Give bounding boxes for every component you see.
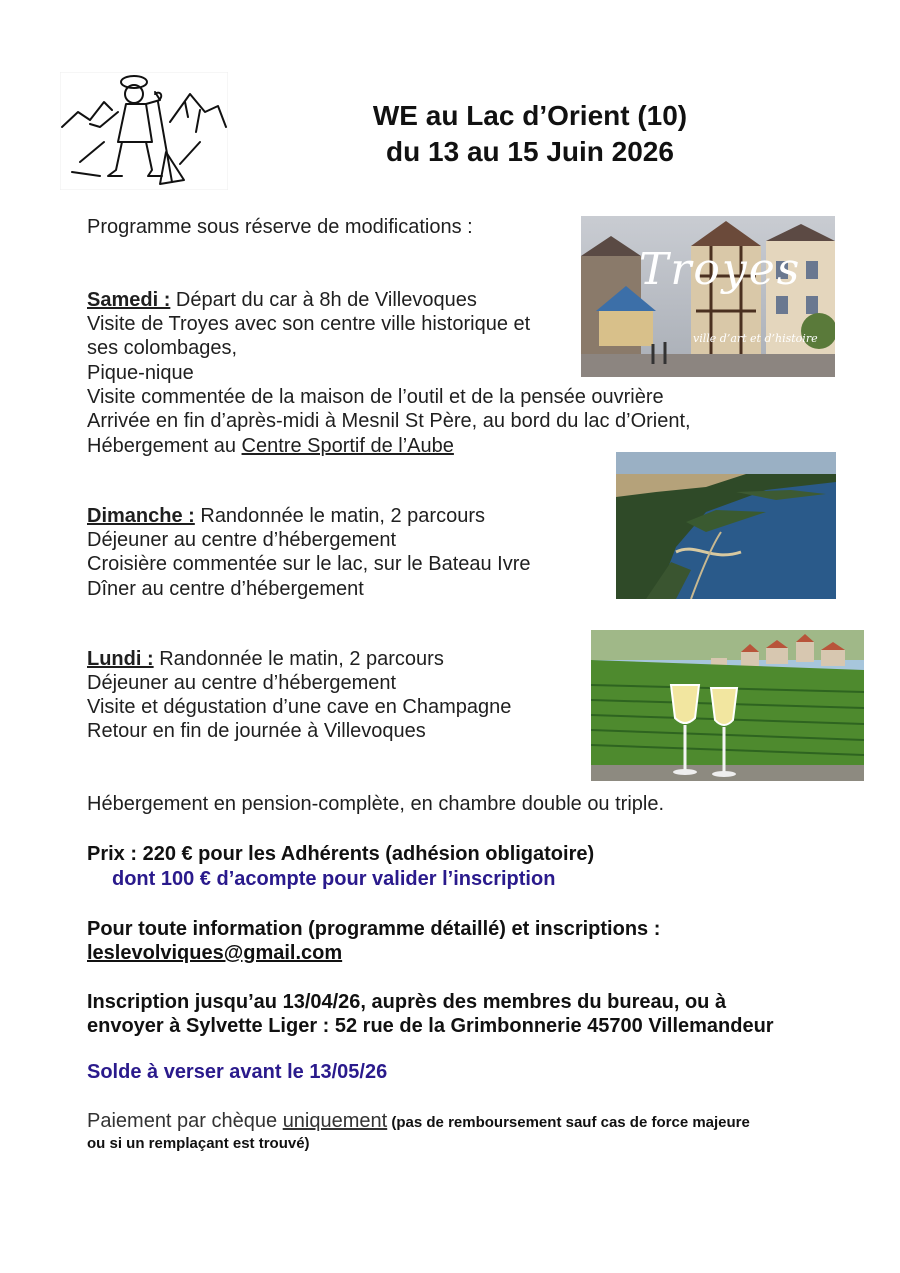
dimanche-line-3: Croisière commentée sur le lac, sur le Bateau Ivre (87, 553, 531, 575)
prix-line-1: Prix : 220 € pour les Adhérents (adhésion obligatoire) (87, 843, 595, 865)
samedi-line-1 (87, 288, 477, 312)
troyes-photo (581, 216, 835, 377)
info-line-1: Pour toute information (programme détaillé) et inscriptions : (87, 918, 661, 940)
dimanche-line-1 (87, 504, 485, 528)
inscription-line-2: envoyer à Sylvette Liger : 52 rue de la Grimbonnerie 45700 Villemandeur (87, 1015, 774, 1037)
paiement-note-2: ou si un remplaçant est trouvé) (87, 1135, 310, 1152)
dimanche-line-2: Déjeuner au centre d’hébergement (87, 529, 397, 551)
champagne-photo (591, 630, 864, 781)
lundi-line-1 (87, 647, 444, 671)
troyes-subcaption: ville d’art et d’histoire (693, 332, 818, 345)
dimanche-label: Dimanche : (87, 505, 195, 527)
samedi-line-6: Arrivée en fin d’après-midi à Mesnil St Père, au bord du lac d’Orient, (87, 410, 691, 432)
samedi-line-4: Pique-nique (87, 362, 194, 384)
solde-text: Solde à verser avant le 13/05/26 (87, 1061, 388, 1083)
lundi-label: Lundi : (87, 648, 154, 670)
samedi-line-7 (87, 434, 454, 458)
lundi-text-1: Randonnée le matin, 2 parcours (153, 648, 444, 670)
title-line-2: du 13 au 15 Juin 2026 (386, 136, 674, 167)
samedi-text-7: Hébergement au (87, 435, 242, 457)
troyes-caption: Troyes (639, 244, 802, 295)
samedi-text-1: Départ du car à 8h de Villevoques (170, 289, 477, 311)
lake-aerial-photo (616, 452, 836, 599)
lundi-line-4: Retour en fin de journée à Villevoques (87, 720, 426, 742)
hebergement-text: Hébergement en pension-complète, en chambre double ou triple. (87, 793, 665, 815)
samedi-line-2: Visite de Troyes avec son centre ville historique et (87, 313, 531, 335)
lundi-line-3: Visite et dégustation d’une cave en Champagne (87, 696, 512, 718)
intro-text: Programme sous réserve de modifications : (87, 216, 473, 238)
dimanche-text-1: Randonnée le matin, 2 parcours (194, 505, 485, 527)
samedi-label: Samedi : (87, 289, 171, 311)
hiker-sketch-logo (60, 72, 228, 190)
paiement-uniquement: uniquement (282, 1110, 388, 1132)
prix-line-2: dont 100 € d’acompte pour valider l’inscription (112, 868, 556, 890)
email-link[interactable]: leslevolviques@gmail.com (87, 942, 343, 964)
paiement-line-1 (87, 1110, 750, 1133)
paiement-prefix: Paiement par chèque (87, 1110, 283, 1132)
dimanche-line-4: Dîner au centre d’hébergement (87, 578, 364, 600)
inscription-line-1: Inscription jusqu’au 13/04/26, auprès des membres du bureau, ou à (87, 991, 727, 1013)
title-line-1: WE au Lac d’Orient (10) (372, 100, 688, 131)
page-title (330, 98, 730, 170)
samedi-line-5: Visite commentée de la maison de l’outil et de la pensée ouvrière (87, 386, 664, 408)
centre-sportif-link[interactable]: Centre Sportif de l’Aube (241, 435, 454, 457)
lundi-line-2: Déjeuner au centre d’hébergement (87, 672, 397, 694)
paiement-note-1: (pas de remboursement sauf cas de force majeure (387, 1114, 750, 1131)
samedi-line-3: ses colombages, (87, 337, 238, 359)
